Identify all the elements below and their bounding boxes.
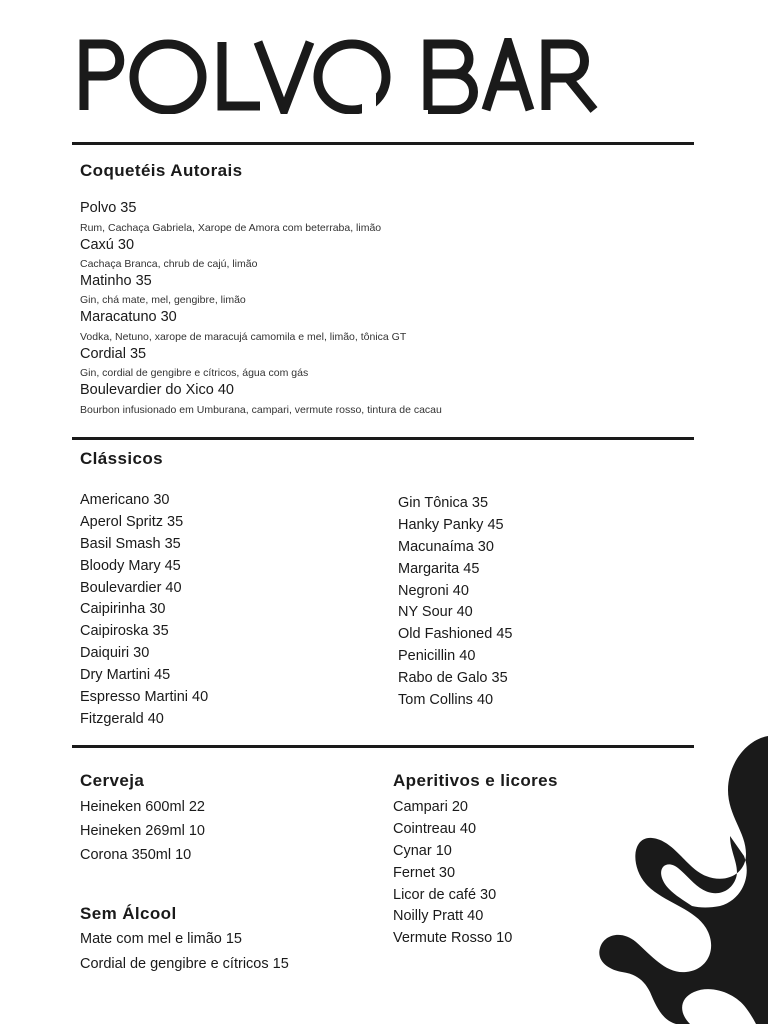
classicos-left-column <box>80 490 208 731</box>
list-item: Fernet 30 <box>393 864 456 881</box>
list-item: Campari 20 <box>393 799 468 815</box>
divider <box>72 437 694 440</box>
sem-alcool-list <box>80 927 289 977</box>
list-item: Bloody Mary 45 <box>80 557 181 574</box>
list-item: Fitzgerald 40 <box>80 710 164 727</box>
cerveja-list <box>80 795 205 867</box>
list-item: Rabo de Galo 35 <box>398 670 508 687</box>
section-title-autorais: Coquetéis Autorais <box>80 161 243 180</box>
list-item: Dry Martini 45 <box>80 667 171 684</box>
divider <box>72 142 694 145</box>
list-item: Penicillin 40 <box>398 648 476 665</box>
menu-item-description: Vodka, Netuno, xarope de maracujá camomila e mel, limão, tônica GT <box>80 331 407 343</box>
list-item: Caipiroska 35 <box>80 623 169 640</box>
list-item: Cynar 10 <box>393 842 452 859</box>
menu-item-name: Boulevardier do Xico 40 <box>80 382 234 398</box>
menu-item-name: Maracatuno 30 <box>80 309 177 325</box>
menu-item-name: Caxú 30 <box>80 237 135 253</box>
list-item: Americano 30 <box>80 492 170 508</box>
list-item: Macunaíma 30 <box>398 538 494 555</box>
list-item: Vermute Rosso 10 <box>393 930 513 947</box>
bar-logo-wordmark <box>76 38 604 114</box>
list-item: Cointreau 40 <box>393 820 477 837</box>
list-item: Gin Tônica 35 <box>398 495 489 511</box>
aperitivos-list <box>393 797 512 950</box>
list-item: Basil Smash 35 <box>80 535 181 552</box>
list-item: Caipirinha 30 <box>80 601 166 618</box>
menu-item-name: Cordial 35 <box>80 346 147 362</box>
list-item: Old Fashioned 45 <box>398 626 513 643</box>
list-item: Cordial de gengibre e cítricos 15 <box>80 956 289 972</box>
section-title-cerveja: Cerveja <box>80 771 145 790</box>
menu-item-description: Gin, chá mate, mel, gengibre, limão <box>80 294 246 306</box>
list-item: Aperol Spritz 35 <box>80 513 184 530</box>
list-item: Noilly Pratt 40 <box>393 908 484 925</box>
list-item: NY Sour 40 <box>398 604 473 621</box>
section-title-sem-alcool: Sem Álcool <box>80 904 177 923</box>
octopus-tentacle-icon <box>596 736 768 1024</box>
list-item: Heineken 600ml 22 <box>80 799 205 815</box>
menu-item-name: Polvo 35 <box>80 200 137 216</box>
list-item: Negroni 40 <box>398 582 469 599</box>
menu-item-description: Bourbon infusionado em Umburana, campari, vermute rosso, tintura de cacau <box>80 404 442 416</box>
list-item: Tom Collins 40 <box>398 692 494 709</box>
bar-logo <box>76 38 604 114</box>
list-item: Daiquiri 30 <box>80 645 150 662</box>
classicos-right-column <box>398 493 512 712</box>
list-item: Margarita 45 <box>398 560 480 577</box>
menu-item-name: Matinho 35 <box>80 273 152 289</box>
list-item: Heineken 269ml 10 <box>80 823 205 839</box>
section-title-aperitivos: Aperitivos e licores <box>393 771 558 790</box>
menu-item-description: Gin, cordial de gengibre e cítricos, água com gás <box>80 367 309 379</box>
menu-item-description: Cachaça Branca, chrub de cajú, limão <box>80 258 258 270</box>
list-item: Hanky Panky 45 <box>398 516 504 533</box>
list-item: Espresso Martini 40 <box>80 689 209 706</box>
list-item: Mate com mel e limão 15 <box>80 931 242 947</box>
list-item: Corona 350ml 10 <box>80 847 192 863</box>
section-title-classicos: Clássicos <box>80 449 163 468</box>
list-item: Boulevardier 40 <box>80 579 182 596</box>
list-item: Licor de café 30 <box>393 886 497 903</box>
menu-item-description: Rum, Cachaça Gabriela, Xarope de Amora com beterraba, limão <box>80 222 382 234</box>
